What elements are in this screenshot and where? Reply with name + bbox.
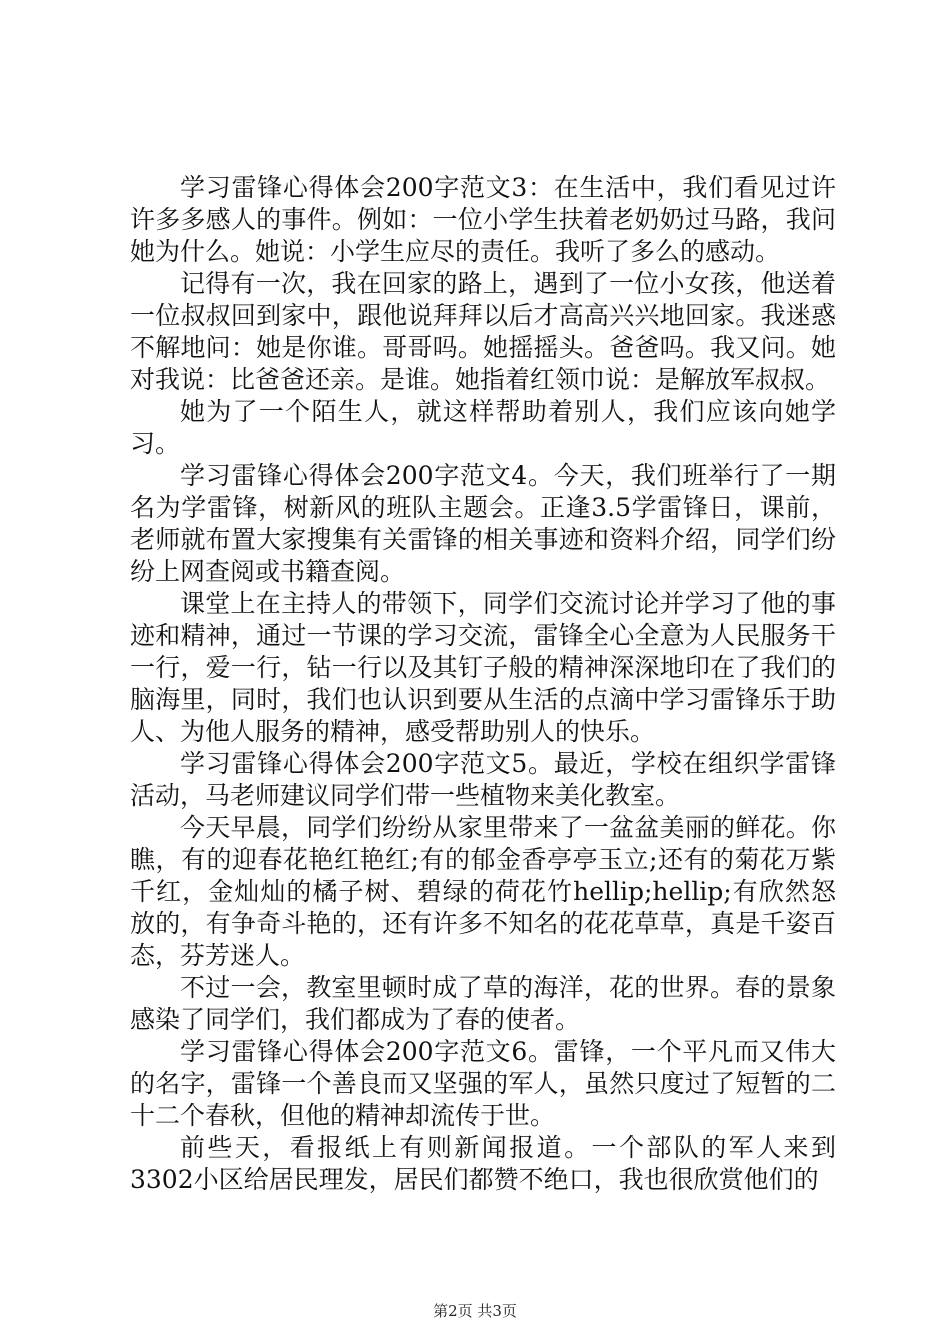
- paragraph-8: 不过一会，教室里顿时成了草的海洋，花的世界。春的景象感染了同学们，我们都成为了春的使者。: [130, 973, 836, 1034]
- page-number-footer: 第2页 共3页: [433, 1302, 517, 1320]
- document-body: [130, 172, 836, 1196]
- paragraph-2: 记得有一次，我在回家的路上，遇到了一位小女孩，他送着一位叔叔回到家中，跟他说拜拜以后才高高兴兴地回家。我迷惑不解地问：她是你谁。哥哥吗。她摇摇头。爸爸吗。我又问。她对我说：比爸爸还亲。是谁。她指着红领巾说：是解放军叔叔。: [130, 269, 836, 394]
- paragraph-7: 今天早晨，同学们纷纷从家里带来了一盆盆美丽的鲜花。你瞧，有的迎春花艳红艳红;有的郁金香亭亭玉立;还有的菊花万紫千红，金灿灿的橘子树、碧绿的荷花竹hellip;hellip;有欣然怒放的，有争奇斗艳的，还有许多不知名的花花草草，真是千姿百态，芬芳迷人。: [130, 813, 836, 970]
- paragraph-3: 她为了一个陌生人，就这样帮助着别人，我们应该向她学习。: [130, 397, 836, 458]
- paragraph-4: 学习雷锋心得体会200字范文4。今天，我们班举行了一期名为学雷锋，树新风的班队主题会。正逢3.5学雷锋日，课前，老师就布置大家搜集有关雷锋的相关事迹和资料介绍，同学们纷纷上网查阅或书籍查阅。: [130, 461, 836, 586]
- paragraph-9: 学习雷锋心得体会200字范文6。雷锋，一个平凡而又伟大的名字，雷锋一个善良而又坚强的军人，虽然只度过了短暂的二十二个春秋，但他的精神却流传于世。: [130, 1037, 836, 1130]
- paragraph-6: 学习雷锋心得体会200字范文5。最近，学校在组织学雷锋活动，马老师建议同学们带一些植物来美化教室。: [130, 749, 836, 810]
- paragraph-10: 前些天，看报纸上有则新闻报道。一个部队的军人来到3302小区给居民理发，居民们都赞不绝口，我也很欣赏他们的: [130, 1133, 836, 1194]
- paragraph-5: 课堂上在主持人的带领下，同学们交流讨论并学习了他的事迹和精神，通过一节课的学习交流，雷锋全心全意为人民服务干一行，爱一行，钻一行以及其钉子般的精神深深地印在了我们的脑海里，同时，我们也认识到要从生活的点滴中学习雷锋乐于助人、为他人服务的精神，感受帮助别人的快乐。: [130, 589, 836, 746]
- paragraph-1: 学习雷锋心得体会200字范文3：在生活中，我们看见过许许多多感人的事件。例如：一位小学生扶着老奶奶过马路，我问她为什么。她说：小学生应尽的责任。我听了多么的感动。: [130, 173, 836, 266]
